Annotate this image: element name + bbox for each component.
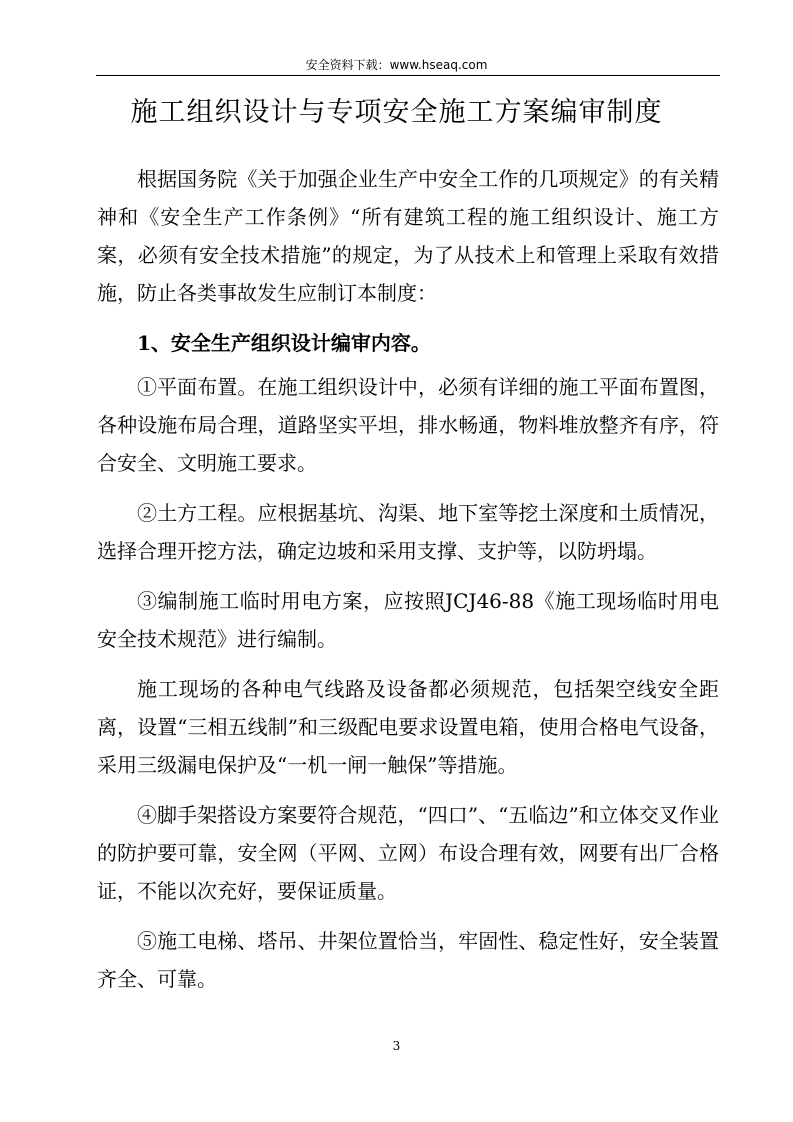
document-body [97, 160, 719, 1010]
page-header: 安全资料下载：www.hseaq.com [305, 58, 488, 72]
item-electrical-lines: 施工现场的各种电气线路及设备都必须规范，包括架空线安全距离，设置“三相五线制”和三级配电要求设置电箱，使用合格电气设备，采用三级漏电保护及“一机一闸一触保”等措施。 [97, 677, 719, 777]
header-rule [96, 75, 720, 76]
item-scaffolding: ④脚手架搭设方案要符合规范，“四口”、“五临边”和立体交叉作业的防护要可靠，安全网（平网、立网）布设合理有效，网要有出厂合格证，不能以次充好，要保证质量。 [97, 803, 719, 903]
section-heading: 1、安全生产组织设计编审内容。 [137, 331, 431, 355]
intro-paragraph: 根据国务院《关于加强企业生产中安全工作的几项规定》的有关精神和《安全生产工作条例》“所有建筑工程的施工组织设计、施工方案，必须有安全技术措施”的规定，为了从技术上和管理上采取有效措施，防止各类事故发生应制订本制度： [97, 167, 719, 305]
item-earthwork: ②土方工程。应根据基坑、沟渠、地下室等挖土深度和土质情况，选择合理开挖方法，确定边坡和采用支撑、支护等，以防坍塌。 [97, 501, 719, 563]
page-number: 3 [392, 1039, 401, 1053]
item-layout: ①平面布置。在施工组织设计中，必须有详细的施工平面布置图，各种设施布局合理，道路坚实平坦，排水畅通，物料堆放整齐有序，符合安全、文明施工要求。 [97, 375, 719, 475]
document-title: 施工组织设计与专项安全施工方案编审制度 [130, 97, 663, 128]
item-hoisting-equipment: ⑤施工电梯、塔吊、井架位置恰当，牢固性、稳定性好，安全装置齐全、可靠。 [97, 929, 719, 991]
item-temporary-power: ③编制施工临时用电方案，应按照JCJ46-88《施工现场临时用电安全技术规范》进行编制。 [97, 589, 719, 651]
